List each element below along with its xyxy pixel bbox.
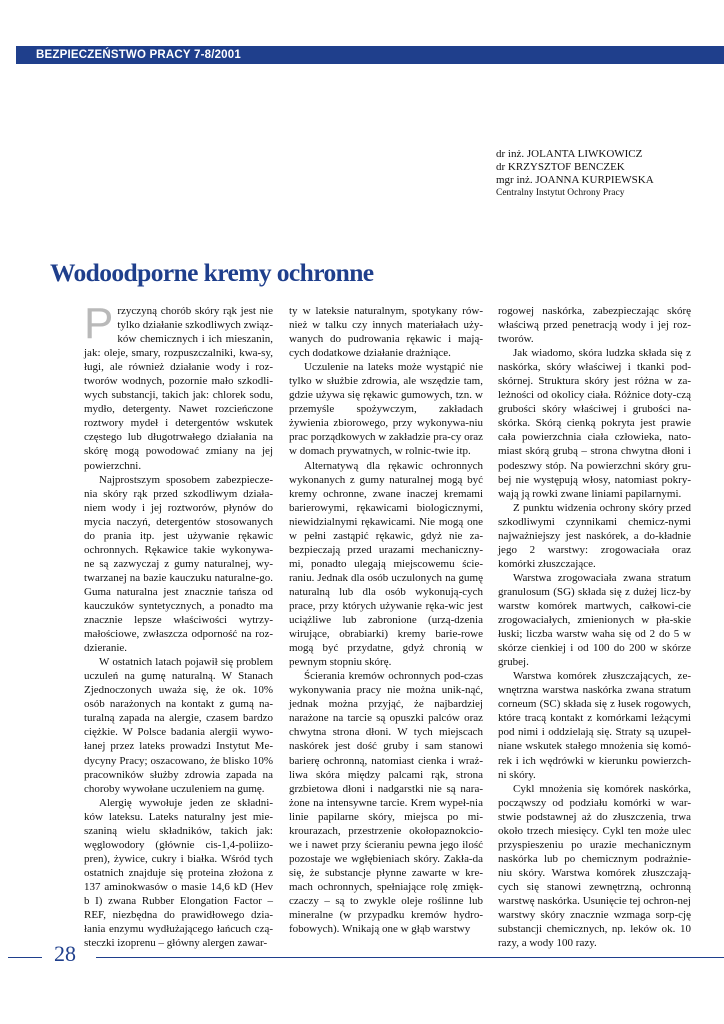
footer-rule-right: [96, 957, 724, 958]
paragraph: Ścierania kremów ochronnych pod-czas wykonywania pracy nie można unik-nąć, jednak można przyjąć, że najbardziej narażone na tarcie są opuszki palców oraz chwytna strona dłoni. W tych miejscach naskórek jest dość gruby i sam stanowi barierę ochronną, natomiast cienka i wraż-liwa skóra między palcami rąk, strona grzbietowa dłoni i nadgarstki nie są nara-żone na intensywne tarcie. Krem wypeł-nia linie papilarne skóry, miejsca po mi-krourazach, przestrzenie okołopaznokcio-we i nawet przy ścieraniu pewna jego ilość pozostaje we wgłębieniach skóry. Zakła-da się, że substancje płynne zawarte w kre-mach ochronnych, spełniające rolę zmięk-czaczy – są to zwykle oleje roślinne lub mineralne (w przypadku kremów hydro-fobowych). Wnikają one w głąb warstwy: [289, 670, 483, 936]
paragraph: ty w lateksie naturalnym, spotykany rów-nież w talku czy innych materiałach uży-wanych do pudrowania rękawic i mają-cych dodatkowe działanie drażniące.: [289, 305, 483, 360]
journal-header-bar: [16, 46, 724, 64]
text-column-1: [84, 299, 273, 950]
paragraph: W ostatnich latach pojawił się problem uczuleń na gumę naturalną. W Stanach Zjednoczonych uważa się, że ok. 10% osób narażonych na kontakt z gumą na-turalną zapada na alergie, czasem bardzo ciężkie. W Polsce badania alergii wywo-łanej przez lateks prowadzi Instytut Me-dycyny Pracy; oszacowano, że blisko 10% pracowników służby zdrowia zapada na choroby wywołane uczuleniem na gumę.: [84, 656, 273, 795]
paragraph: Z punktu widzenia ochrony skóry przed szkodliwymi czynnikami chemicz-nymi najważniejszy jest naskórek, a do-kładnie jego 2 warstwy: zrogowaciała oraz komórki złuszczające.: [498, 501, 691, 570]
paragraph: Najprostszym sposobem zabezpiecze-nia skóry rąk przed szkodliwym działa-niem wody i jej roztworów, płynów do mycia naczyń, detergentów stosowanych do prania itp. jest używanie rękawic ochronnych. Rękawice takie wykonywa-ne są zazwyczaj z gumy naturalnej, wy-twarzanej na bazie kauczuku naturalne-go. Guma naturalna jest znacznie tańsza od kauczuków syntetycznych, a ponadto ma znacznie lepsze właściwości wytrzy-małościowe, zwłaszcza odporność na roz-dzieranie.: [84, 473, 273, 655]
text-column-3: [498, 304, 691, 950]
paragraph: Uczulenie na lateks może wystąpić nie tylko w służbie zdrowia, ale wszędzie tam, gdzie używa się rękawic gumowych, tzn. w przemyśle spożywczym, zakładach żywienia zbiorowego, przy wykonywa-niu prac porządkowych w zakładzie pra-cy oraz w domach prywatnych, w rolnic-twie itp.: [289, 361, 483, 458]
author-name: dr KRZYSZTOF BENCZEK: [496, 161, 625, 173]
author-name: dr inż. JOLANTA LIWKOWICZ: [496, 148, 643, 160]
paragraph: [84, 299, 273, 473]
page-number: 28: [54, 941, 76, 966]
journal-title: BEZPIECZEŃSTWO PRACY 7-8/2001: [36, 49, 241, 61]
paragraph: rogowej naskórka, zabezpieczając skórę właściwą przed penetracją wody i jej roz-tworów.: [498, 305, 691, 346]
paragraph: Cykl mnożenia się komórek naskórka, począwszy od podziału komórki w war-stwie podstawnej aż do złuszczenia, trwa około trzech miesięcy. Cykl ten może ulec przyspieszeniu po urazie mechanicznym naskórka lub po chemicznym podrażnie-niu skóry. Warstwa komórek złuszczają-cych się stanowi zewnętrzną, ochronną warstwę naskórka. Usunięcie tej ochron-nej warstwy skóry znacznie wzmaga sorp-cję substancji chemicznych, np. leków ok. 10 razy, a wody 100 razy.: [498, 782, 691, 950]
paragraph-text: rzyczyną chorób skóry rąk jest nie tylko działanie szkodliwych związ-ków chemicznych i ich mieszanin, jak: oleje, smary, rozpuszczalniki, kwa-sy, ługi, ale również działanie wody i roz-tworów wodnych, pozornie mało szkodli-wych substancji, takich jak: chlorek sodu, mydło, detergenty. Nawet rozcieńczone roztwory mydeł i detergentów wskutek częstego lub długotrwałego działania na skórę mogą powodować zmiany na jej powierzchni.: [84, 305, 273, 472]
author-name: mgr inż. JOANNA KURPIEWSKA: [496, 174, 654, 186]
paragraph: Alergię wywołuje jeden ze składni-ków lateksu. Lateks naturalny jest mie-szaniną wielu składników, takich jak: węglowodory (głównie cis-1,4-poliizo-pren), żywice, cukry i białka. Wśród tych ostatnich znajduje się proteina złożona z 137 aminokwasów o masie 14,6 kD (Hev b I) zwana Rubber Elongation Factor – REF, niezbędna do prawidłowego dzia-łania enzymu wydłużającego łańcuch czą-steczki izoprenu – główny alergen zawar-: [84, 796, 273, 950]
paragraph: Jak wiadomo, skóra ludzka składa się z naskórka, skóry właściwej i tkanki pod-skórnej. Struktura skóry jest różna w za-leżności od okolicy ciała. Różnice doty-czą grubości skóry właściwej i grubości na-skórka. Skórą cienką pokryta jest prawie cała powierzchnia ciała człowieka, nato-miast skórą grubą – strona chwytna dłoni i podeszwy stóp. Na powierzchni skóry gru-bej nie występują włosy, natomiast pokry-wają ją rowki zwane liniami papilarnymi.: [498, 347, 691, 500]
author-institution: Centralny Instytut Ochrony Pracy: [496, 188, 625, 198]
paragraph: Alternatywą dla rękawic ochronnych wykonanych z gumy naturalnej mogą być kremy ochronne, zwane inaczej kremami barierowymi, rękawicami biologicznymi, niewidzialnymi rękawicami. Nie mogą one w pełni zastąpić rękawic, gdyż nie za-bezpieczają przed urazami mechaniczny-mi, ponadto ulegają miejscowemu ście-raniu. Jednak dla osób uczulonych na gumę naturalną lub dla osób wykonują-cych prace, przy których używanie ręka-wic jest uciążliwe lub zabronione (urzą-dzenia wirujące, obrabiarki) kremy barie-rowe mogą być przydatne, gdyż chronią w pewnym stopniu skórę.: [289, 459, 483, 669]
text-column-2: [289, 304, 483, 936]
paragraph: Warstwa zrogowaciała zwana stratum granulosum (SG) składa się z dużej licz-by warstw komórek martwych, całkowi-cie zrogowaciałych, zmienionych w pła-skie łuski; liczba warstw waha się od 2 do 5 w skórze cienkiej i od 100 do 200 w skórze grubej.: [498, 571, 691, 669]
article-title: Wodoodporne kremy ochronne: [50, 258, 374, 287]
authors-block: [496, 148, 716, 200]
footer-rule-left: [8, 957, 42, 958]
paragraph: Warstwa komórek złuszczających, ze-wnętrzna warstwa naskórka zwana stratum corneum (SC) składa się z łusek rogowych, które tracą kontakt z komórkami leżącymi pod nimi i oddzielają się. Straty są uzupeł-niane wskutek stałego mnożenia się komó-rek i ich wędrówki w kierunku powierzch-ni skóry.: [498, 670, 691, 781]
drop-cap: P: [84, 299, 114, 348]
